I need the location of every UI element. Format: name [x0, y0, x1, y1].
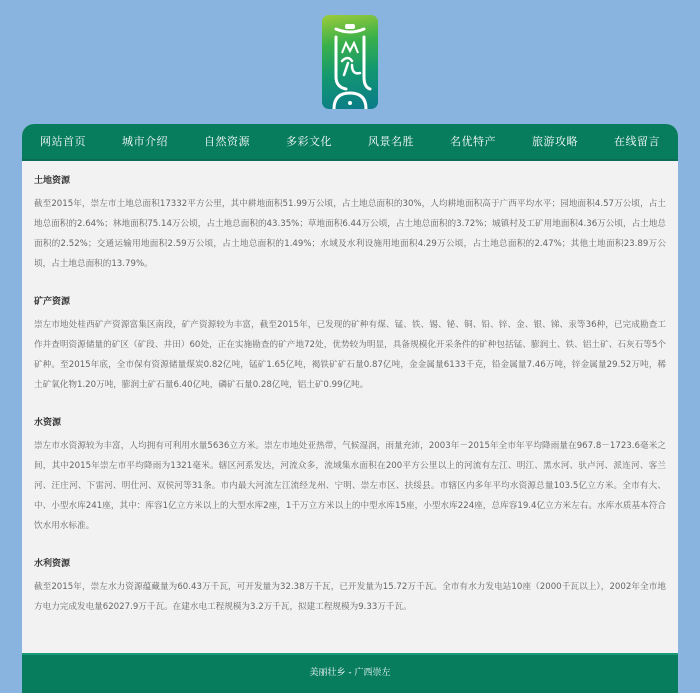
section-title: 土地资源	[34, 176, 71, 186]
site-logo[interactable]	[322, 15, 378, 109]
nav-item-guestbook[interactable]: 在线留言	[614, 135, 660, 148]
site-footer	[22, 653, 678, 693]
section-body: 截至2015年，崇左水力资源蕴藏量为60.43万千瓦，可开发量为32.38万千瓦，已开发量为15.72万千瓦。全市有水力发电站10座（2000千瓦以上），2002年全市地方电力完成发电量62027.9万千瓦。在建水电工程规模为3.2万千瓦，拟建工程规模为9.33万千瓦。	[34, 582, 666, 612]
section-body: 崇左市地处桂西矿产资源富集区南段，矿产资源较为丰富，截至2015年，已发现的矿种有煤、锰、铁、锡、铋、铜、铅、锌、金、银、锑、汞等36种，已完成勘查工作并查明资源储量的矿区（矿段、井田）60处，正在实施勘查的矿产地72处，优势较为明显，具备规模化开采条件的矿种包括锰、膨润土、铁、铝土矿、石灰石等5个矿种。至2015年底，全市保有资源储量煤炭0.82亿吨，锰矿1.65亿吨，褐铁矿矿石量0.87亿吨，金金属量6133千克，铅金属量7.46万吨，锌金属量29.52万吨，稀土矿氧化物1.20万吨，膨润土矿石量6.40亿吨，磷矿石量0.28亿吨，铝土矿0.99亿吨。	[34, 320, 666, 390]
main-nav	[22, 124, 678, 161]
section-mineral-resources	[34, 296, 666, 395]
section-title: 水利资源	[34, 559, 71, 569]
main-container	[22, 124, 678, 693]
section-body: 崇左市水资源较为丰富，人均拥有可利用水量5636立方米。崇左市地处亚热带，气候湿润，雨量充沛，2003年－2015年全市年平均降雨量在967.8－1723.6毫米之间，其中2015年崇左市平均降雨为1321毫米。辖区河系发达，河流众多，流域集水面积在200平方公里以上的河流有左江、明江、黑水河、驮卢河、派连河、客兰河、汪庄河、下雷河、明仕河、双侯河等31条。市内最大河流左江流经龙州、宁明、崇左市区、扶绥县。市辖区内多年平均水资源总量103.5亿立方米。全市有大、中、小型水库241座，其中：库容1亿立方米以上的大型水库2座，1千万立方米以上的中型水库15座，小型水库224座，总库容19.4亿立方米左右。水库水质基本符合饮水用水标准。	[34, 441, 666, 531]
section-land-resources	[34, 175, 666, 274]
section-water-resources	[34, 417, 666, 536]
nav-item-home[interactable]: 网站首页	[40, 135, 86, 148]
footer-text: 美丽壮乡 - 广西崇左	[309, 668, 391, 678]
section-hydropower-resources	[34, 558, 666, 617]
nav-item-specialties[interactable]: 名优特产	[450, 135, 496, 148]
nav-item-natural-resources[interactable]: 自然资源	[204, 135, 250, 148]
nav-item-scenic-spots[interactable]: 风景名胜	[368, 135, 414, 148]
nav-item-city-intro[interactable]: 城市介绍	[122, 135, 168, 148]
section-title: 矿产资源	[34, 297, 71, 307]
nav-item-travel-guide[interactable]: 旅游攻略	[532, 135, 578, 148]
nav-item-culture[interactable]: 多彩文化	[286, 135, 332, 148]
section-title: 水资源	[34, 418, 62, 428]
section-body: 截至2015年，崇左市土地总面积17332平方公里，其中耕地面积51.99万公顷，占土地总面积的30%，人均耕地面积高于广西平均水平；园地面积4.57万公顷，占土地总面积的2.64%；林地面积75.14万公顷，占土地总面积的43.35%；草地面积6.44万公顷，占土地总面积的3.72%；城镇村及工矿用地面积4.36万公顷，占土地总面积的2.52%；交通运输用地面积2.59万公顷，占土地总面积的1.49%；水域及水利设施用地面积4.29万公顷，占土地总面积的2.47%；其他土地面积23.89万公顷，占土地总面积的13.79%。	[34, 199, 666, 269]
content-area	[22, 161, 678, 617]
city-emblem-icon	[322, 15, 378, 109]
